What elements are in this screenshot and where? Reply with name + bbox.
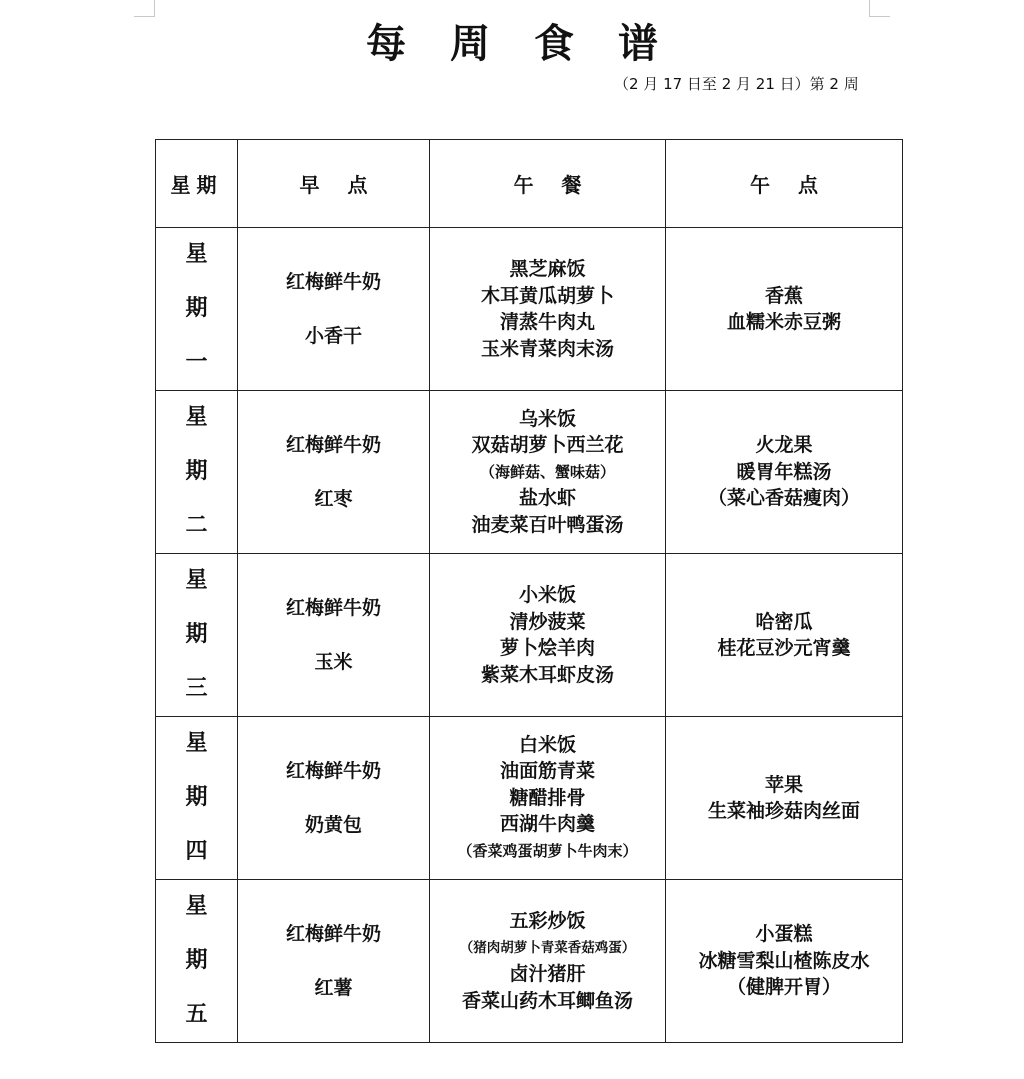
header-lunch: 午餐: [430, 140, 666, 228]
day-char: 期: [185, 622, 208, 647]
day-cell: [156, 717, 238, 880]
day-char: 期: [185, 785, 208, 810]
day-cell: [156, 554, 238, 717]
menu-item: 木耳黄瓜胡萝卜: [480, 284, 614, 307]
menu-item: 苹果: [764, 773, 803, 796]
breakfast-cell: [238, 717, 430, 880]
menu-item: 黑芝麻饭: [509, 258, 586, 280]
menu-item: 桂花豆沙元宵羹: [717, 637, 851, 659]
menu-item: 哈密瓜: [755, 610, 813, 633]
date-range-subtitle: （2 月 17 日至 2 月 21 日）第 2 周: [614, 75, 859, 93]
day-cell: [156, 391, 238, 554]
menu-item: 乌米饭: [518, 407, 576, 430]
day-char: 五: [185, 1002, 208, 1027]
page-corner-mark-left: [134, 0, 155, 17]
menu-item: 清蒸牛肉丸: [499, 311, 595, 333]
afternoon-cell: [666, 228, 903, 391]
menu-item: 红梅鲜牛奶: [285, 759, 381, 782]
day-char: 星: [185, 405, 208, 430]
page-corner-mark-right: [869, 0, 890, 17]
lunch-cell: [430, 880, 666, 1043]
table-row: [156, 554, 903, 717]
menu-item: 红枣: [314, 488, 353, 510]
menu-item: 红梅鲜牛奶: [285, 270, 381, 293]
day-cell: [156, 228, 238, 391]
menu-item: 暖胃年糕汤: [736, 460, 832, 483]
afternoon-cell: [666, 391, 903, 554]
menu-item: 清炒菠菜: [509, 610, 586, 633]
lunch-cell: [430, 228, 666, 391]
menu-item: 血糯米赤豆粥: [726, 311, 841, 333]
menu-item: 五彩炒饭: [509, 910, 586, 932]
table-row: [156, 228, 903, 391]
page-title: 每周食谱: [366, 21, 702, 67]
day-char: 三: [185, 676, 208, 701]
lunch-cell: [430, 717, 666, 880]
breakfast-cell: [238, 880, 430, 1043]
menu-item: 红薯: [314, 977, 353, 999]
menu-item: 奶黄包: [304, 814, 362, 836]
day-char: 星: [185, 731, 208, 756]
header-breakfast: 早点: [238, 140, 430, 228]
breakfast-cell: [238, 391, 430, 554]
menu-item: 香菜山药木耳鲫鱼汤: [461, 989, 633, 1012]
day-char: 期: [185, 296, 208, 321]
table-row: [156, 717, 903, 880]
menu-item-note: （海鲜菇、蟹味菇）: [479, 462, 615, 481]
day-char: 星: [185, 894, 208, 919]
menu-item: 紫菜木耳虾皮汤: [480, 663, 614, 686]
menu-item-note: （香菜鸡蛋胡萝卜牛肉末）: [457, 841, 638, 860]
menu-item: 小蛋糕: [755, 923, 813, 946]
afternoon-cell: [666, 554, 903, 717]
menu-item: （健脾开胃）: [726, 976, 841, 999]
afternoon-cell: [666, 880, 903, 1043]
breakfast-cell: [238, 228, 430, 391]
table-header-row: [156, 140, 903, 228]
day-char: 四: [185, 839, 208, 864]
menu-item: 冰糖雪梨山楂陈皮水: [698, 949, 870, 972]
menu-item: 小香干: [304, 325, 362, 347]
menu-item: （菜心香菇瘦肉）: [707, 487, 860, 510]
menu-item: 双菇胡萝卜西兰花: [471, 434, 624, 457]
menu-item: 油面筋青菜: [499, 760, 595, 783]
menu-item: 生菜袖珍菇肉丝面: [707, 800, 860, 822]
lunch-cell: [430, 391, 666, 554]
day-char: 星: [185, 242, 208, 267]
menu-item: 玉米: [314, 651, 353, 673]
table-row: [156, 880, 903, 1043]
day-char: 二: [185, 513, 208, 538]
menu-item: 红梅鲜牛奶: [285, 433, 381, 456]
menu-item: 卤汁猪肝: [509, 963, 586, 985]
weekly-menu-table: [155, 139, 903, 1043]
menu-item: 糖醋排骨: [509, 786, 586, 809]
menu-item: 油麦菜百叶鸭蛋汤: [471, 513, 624, 536]
header-day: 星期: [156, 140, 238, 228]
lunch-cell: [430, 554, 666, 717]
day-char: 期: [185, 948, 208, 973]
day-char: 星: [185, 568, 208, 593]
menu-item: 红梅鲜牛奶: [285, 922, 381, 945]
menu-item: 白米饭: [518, 733, 576, 756]
day-char: 期: [185, 459, 208, 484]
day-char: 一: [185, 350, 208, 375]
menu-item: 红梅鲜牛奶: [285, 596, 381, 619]
menu-item: 西湖牛肉羹: [499, 813, 595, 836]
day-cell: [156, 880, 238, 1043]
breakfast-cell: [238, 554, 430, 717]
menu-item: 盐水虾: [518, 487, 576, 510]
afternoon-cell: [666, 717, 903, 880]
menu-item: 萝卜烩羊肉: [499, 637, 595, 659]
menu-item: 火龙果: [755, 434, 813, 457]
menu-item: 玉米青菜肉末汤: [480, 337, 614, 360]
menu-item: 小米饭: [518, 584, 576, 606]
menu-item-note: （猪肉胡萝卜青菜香菇鸡蛋）: [459, 939, 636, 956]
menu-item: 香蕉: [764, 284, 803, 307]
header-afternoon-snack: 午点: [666, 140, 903, 228]
table-row: [156, 391, 903, 554]
